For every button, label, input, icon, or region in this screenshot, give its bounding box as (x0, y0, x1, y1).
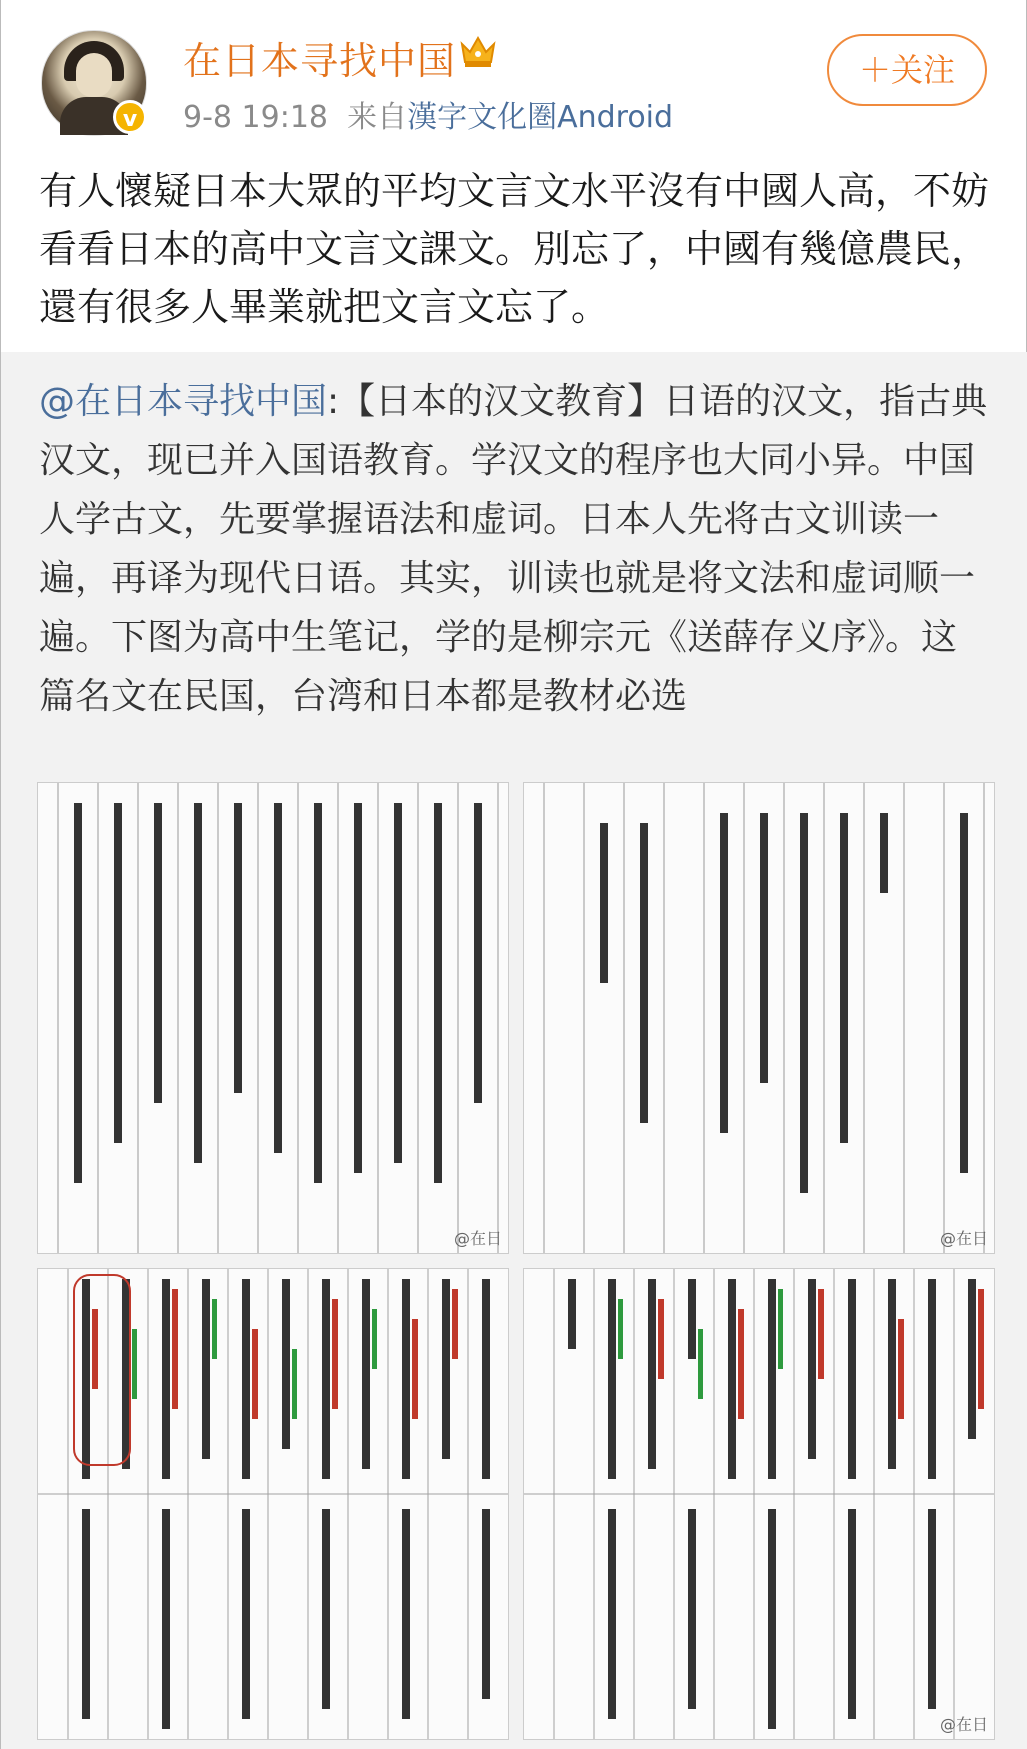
notebook-page-image (38, 783, 508, 1253)
crown-icon (459, 34, 497, 68)
source-prefix: 来自 (347, 100, 408, 135)
photo-thumbnail[interactable] (37, 782, 509, 1254)
repost-mention[interactable]: @在日本寻找中国 (39, 381, 328, 422)
photo-thumbnail[interactable] (523, 1268, 995, 1740)
photo-thumbnail[interactable] (523, 782, 995, 1254)
verified-badge-icon: v (113, 100, 147, 134)
annotated-notebook-image (38, 1269, 508, 1739)
watermark: @在日 (453, 1229, 502, 1248)
notebook-page-image (524, 783, 994, 1253)
post-source[interactable]: 漢字文化圏Android (407, 100, 674, 135)
watermark: @在日 (939, 1229, 988, 1248)
photo-grid (37, 782, 993, 1738)
post-header (1, 0, 1027, 150)
watermark: @在日 (939, 1715, 988, 1734)
photo-thumbnail[interactable] (37, 1268, 509, 1740)
user-name[interactable]: 在日本寻找中国 (183, 39, 457, 83)
post-meta (183, 92, 673, 136)
repost-body: :【日本的汉文教育】日语的汉文，指古典汉文，现已并入国语教育。学汉文的程序也大同小异。中国人学古文，先要掌握语法和虚词。日本人先将古文训读一遍，再译为现代日语。其实，训读也就是将文法和虚词顺一遍。下图为高中生笔记，学的是柳宗元《送薛存义序》。这篇名文在民国，台湾和日本都是教材必选 (39, 381, 988, 717)
post-time: 9-8 19:18 (183, 100, 328, 135)
repost-text (39, 372, 989, 726)
annotated-notebook-image (524, 1269, 994, 1739)
repost-card[interactable] (1, 352, 1027, 1749)
post-text: 有人懷疑日本大眾的平均文言文水平沒有中國人高，不妨看看日本的高中文言文課文。別忘了，中國有幾億農民，還有很多人畢業就把文言文忘了。 (39, 169, 990, 329)
follow-button[interactable]: ＋关注 (827, 34, 987, 106)
